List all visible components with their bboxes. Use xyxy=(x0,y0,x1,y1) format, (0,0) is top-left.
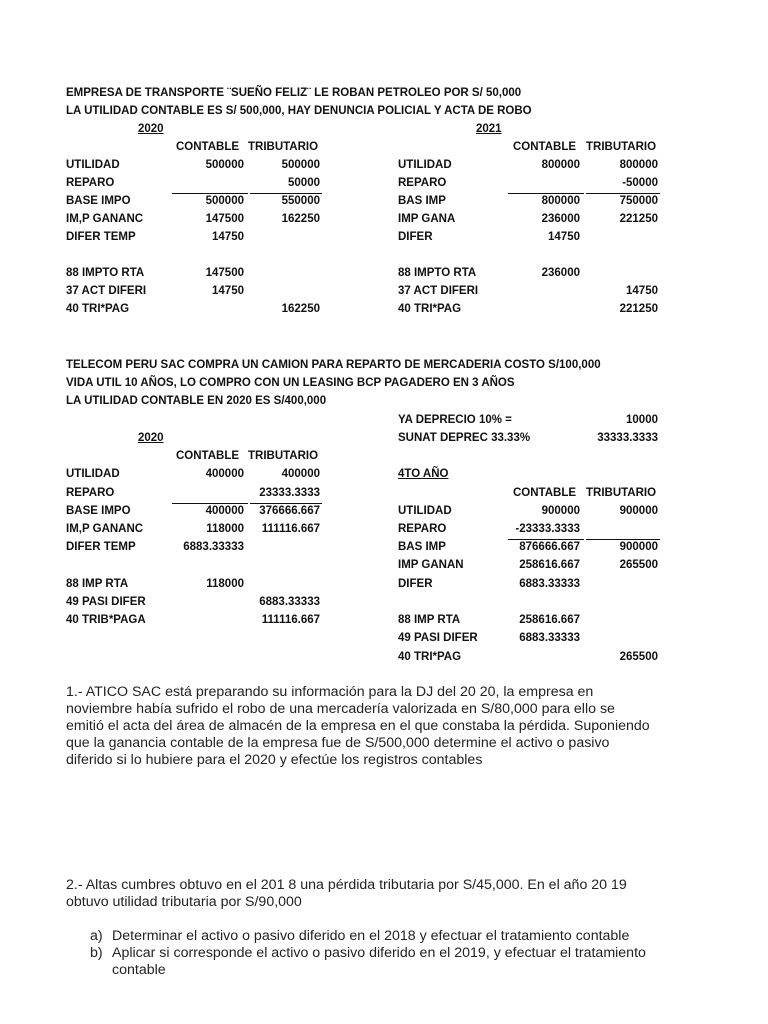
case2-right-entry-contable: 258616.667 xyxy=(519,614,580,626)
case1-left-entry-label: 88 IMPTO RTA xyxy=(66,267,145,279)
case2-right-label: IMP GANAN xyxy=(398,559,464,571)
case2-right-contable: 876666.667 xyxy=(519,541,580,553)
case1-right-contable: 14750 xyxy=(548,231,580,243)
case1-left-col-tributario: TRIBUTARIO xyxy=(248,141,319,153)
case1-left-entry-contable: 147500 xyxy=(205,267,244,279)
case2-right-tributario: 900000 xyxy=(619,541,658,553)
case2-left-label: IM,P GANANC xyxy=(66,523,144,535)
case1-left-entry-tributario: 162250 xyxy=(281,303,320,315)
case2-left-label: REPARO xyxy=(66,487,115,499)
case2-left-entry-label: 40 TRIB*PAGA xyxy=(66,614,146,626)
exercise1-line: noviembre había sufrido el robo de una mercadería valorizada en S/80,000 para ello se xyxy=(66,701,615,717)
case2-left-entry-label: 49 PASI DIFER xyxy=(66,596,146,608)
case1-right-label: REPARO xyxy=(398,177,447,189)
case2-right-entry-label: 88 IMP RTA xyxy=(398,614,461,626)
case1-left-tributario: 550000 xyxy=(281,195,320,207)
exercise2-item-marker: a) xyxy=(90,928,103,944)
case1-left-label: REPARO xyxy=(66,177,115,189)
case1-left-entry-label: 40 TRI*PAG xyxy=(66,303,130,315)
case2-right-label: BAS IMP xyxy=(398,541,446,553)
case2-heading-1: TELECOM PERU SAC COMPRA UN CAMION PARA REPARTO DE MERCADERIA COSTO S/100,000 xyxy=(66,359,601,371)
case1-heading-1: EMPRESA DE TRANSPORTE ¨SUEÑO FELIZ¨ LE ROBAN PETROLEO POR S/ 50,000 xyxy=(66,87,522,99)
case2-right-contable: 900000 xyxy=(541,505,580,517)
exercise2-line: 2.- Altas cumbres obtuvo en el 201 8 una pérdida tributaria por S/45,000. En el año 20 19 xyxy=(66,877,627,893)
case2-left-col-tributario: TRIBUTARIO xyxy=(248,450,319,462)
case1-left-tributario: 50000 xyxy=(288,177,320,189)
case2-right-contable: 258616.667 xyxy=(519,559,580,571)
case1-left-label: BASE IMPO xyxy=(66,195,131,207)
exercise1-line: emitió el acta del área de almacén de la empresa en el que constaba la pérdida. Suponiendo xyxy=(66,718,650,734)
case2-right-contable: 6883.33333 xyxy=(519,578,580,590)
case2-right-col-contable: CONTABLE xyxy=(513,487,577,499)
case2-left-contable: 6883.33333 xyxy=(183,541,244,553)
case2-left-tributario: 376666.667 xyxy=(259,505,320,517)
case2-left-label: BASE IMPO xyxy=(66,505,131,517)
exercise2-line: obtuvo utilidad tributaria por S/90,000 xyxy=(66,894,302,910)
case1-right-tributario: 221250 xyxy=(619,213,658,225)
case2-sunat-value: 33333.3333 xyxy=(597,432,658,444)
case1-right-col-tributario: TRIBUTARIO xyxy=(586,141,657,153)
case1-left-col-contable: CONTABLE xyxy=(176,141,240,153)
case1-left-label: UTILIDAD xyxy=(66,159,120,171)
case2-right-entry-label: 49 PASI DIFER xyxy=(398,632,478,644)
case1-right-entry-tributario: 14750 xyxy=(626,285,658,297)
case1-right-tributario: -50000 xyxy=(622,177,658,189)
case1-right-entry-contable: 236000 xyxy=(541,267,580,279)
case1-right-contable: 800000 xyxy=(541,159,580,171)
case1-right-entry-label: 88 IMPTO RTA xyxy=(398,267,477,279)
case2-right-year: 4TO AÑO xyxy=(398,468,449,480)
exercise1-line: 1.- ATICO SAC está preparando su información para la DJ del 20 20, la empresa en xyxy=(66,684,594,700)
case2-left-entry-tributario: 111116.667 xyxy=(261,614,320,626)
case2-heading-3: LA UTILIDAD CONTABLE EN 2020 ES S/400,000 xyxy=(66,395,327,407)
case2-right-entry-label: 40 TRI*PAG xyxy=(398,651,462,663)
case1-right-entry-tributario: 221250 xyxy=(619,303,658,315)
case2-right-tributario: 900000 xyxy=(619,505,658,517)
case2-left-contable: 400000 xyxy=(205,505,244,517)
case2-sunat-label: SUNAT DEPREC 33.33% xyxy=(398,432,531,444)
case2-left-entry-label: 88 IMP RTA xyxy=(66,578,129,590)
case2-right-col-tributario: TRIBUTARIO xyxy=(586,487,657,499)
case2-left-contable: 400000 xyxy=(205,468,244,480)
case1-right-tributario: 800000 xyxy=(619,159,658,171)
case1-right-contable: 236000 xyxy=(541,213,580,225)
case1-right-col-contable: CONTABLE xyxy=(513,141,577,153)
case1-left-tributario: 500000 xyxy=(281,159,320,171)
case1-left-tributario: 162250 xyxy=(281,213,320,225)
case2-right-tributario: 265500 xyxy=(619,559,658,571)
case2-right-label: UTILIDAD xyxy=(398,505,452,517)
case1-right-label: DIFER xyxy=(398,231,433,243)
case2-heading-2: VIDA UTIL 10 AÑOS, LO COMPRO CON UN LEASING BCP PAGADERO EN 3 AÑOS xyxy=(66,377,515,389)
case2-left-year: 2020 xyxy=(138,432,164,444)
case2-left-col-contable: CONTABLE xyxy=(176,450,240,462)
case2-right-entry-contable: 6883.33333 xyxy=(519,632,580,644)
case1-right-label: UTILIDAD xyxy=(398,159,452,171)
case2-left-tributario: 400000 xyxy=(281,468,320,480)
case1-left-contable: 147500 xyxy=(205,213,244,225)
case1-left-label: IM,P GANANC xyxy=(66,213,144,225)
exercise1-line: diferido si lo hubiere para el 2020 y efectúe los registros contables xyxy=(66,752,483,768)
case1-left-contable: 500000 xyxy=(205,159,244,171)
case2-left-tributario: 23333.3333 xyxy=(259,487,320,499)
case2-left-entry-contable: 118000 xyxy=(206,578,244,590)
case2-left-entry-tributario: 6883.33333 xyxy=(259,596,320,608)
case2-left-label: UTILIDAD xyxy=(66,468,120,480)
case1-left-label: DIFER TEMP xyxy=(66,231,136,243)
case1-heading-2: LA UTILIDAD CONTABLE ES S/ 500,000, HAY DENUNCIA POLICIAL Y ACTA DE ROBO xyxy=(66,105,532,117)
case1-left-contable: 14750 xyxy=(212,231,244,243)
case1-right-tributario: 750000 xyxy=(619,195,658,207)
case2-right-label: REPARO xyxy=(398,523,447,535)
case1-right-year: 2021 xyxy=(476,123,502,135)
case1-left-entry-contable: 14750 xyxy=(212,285,244,297)
case1-right-label: IMP GANA xyxy=(398,213,456,225)
case1-right-contable: 800000 xyxy=(541,195,580,207)
case2-right-entry-tributario: 265500 xyxy=(619,651,658,663)
case2-depr-label: YA DEPRECIO 10% = xyxy=(398,414,512,426)
exercise1-line: que la ganancia contable de la empresa fue de S/500,000 determine el activo o pasivo xyxy=(66,735,610,751)
case2-left-tributario: 111116.667 xyxy=(261,523,320,535)
exercise2-item-marker: b) xyxy=(90,945,103,961)
case1-right-entry-label: 40 TRI*PAG xyxy=(398,303,462,315)
exercise2-item-text: Determinar el activo o pasivo diferido en el 2018 y efectuar el tratamiento contable xyxy=(112,928,630,944)
case2-left-contable: 118000 xyxy=(206,523,244,535)
case2-right-contable: -23333.3333 xyxy=(515,523,580,535)
case1-left-contable: 500000 xyxy=(205,195,244,207)
case2-right-label: DIFER xyxy=(398,578,433,590)
exercise2-item-text-cont: contable xyxy=(112,962,166,978)
case2-left-label: DIFER TEMP xyxy=(66,541,136,553)
case2-depr-value: 10000 xyxy=(626,414,658,426)
case1-left-entry-label: 37 ACT DIFERI xyxy=(66,285,147,297)
case1-right-entry-label: 37 ACT DIFERI xyxy=(398,285,479,297)
case1-right-label: BAS IMP xyxy=(398,195,446,207)
exercise2-item-text: Aplicar si corresponde el activo o pasivo diferido en el 2019, y efectuar el tratamiento xyxy=(112,945,646,961)
case1-left-year: 2020 xyxy=(138,123,164,135)
